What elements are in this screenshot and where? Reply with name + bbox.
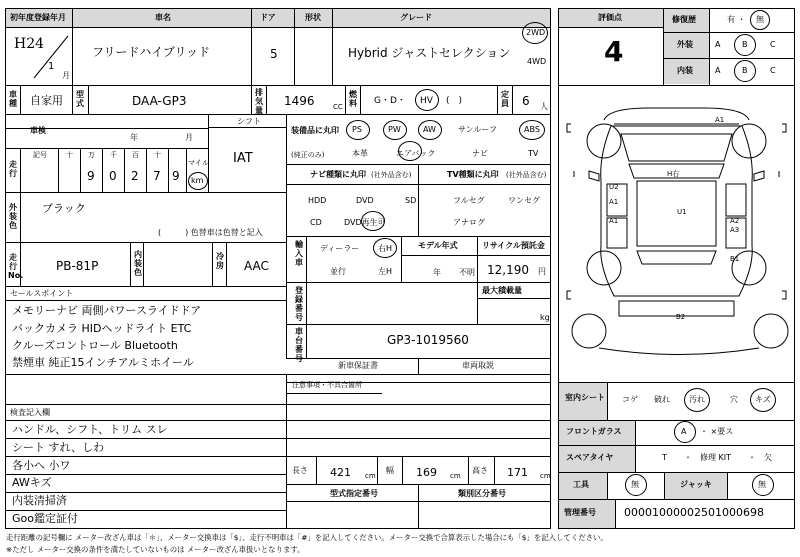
mileage-unit-0: 十 <box>66 151 73 159</box>
mileage-sub-label: 記号 <box>33 151 47 159</box>
max-load-unit: kg <box>540 313 550 322</box>
displacement-label: 排気量 <box>255 88 263 115</box>
color-note: ( ) 色替車は色替と記入 <box>158 228 263 237</box>
seat-label: 室内シート <box>565 393 605 402</box>
mileage-unit-2: 千 <box>110 151 117 159</box>
damage-label-a3: A3 <box>730 226 740 234</box>
length-label: 長さ <box>292 466 308 475</box>
mileage-digit-0: 9 <box>87 169 95 183</box>
shaken-year-unit: 年 <box>130 133 138 142</box>
spare-none: 欠 <box>764 453 772 462</box>
damage-label-u1: U1 <box>677 208 687 216</box>
mileage-km: km <box>191 176 204 185</box>
spare-kit: 修理 KIT <box>700 453 732 462</box>
sales-point-0: メモリーナビ 両側パワースライドドア <box>12 304 202 317</box>
footer-line-2: ※ただし メーター交換の条件を満たしていないものは メーター改ざん車扱いとなります。 <box>6 545 305 554</box>
first-reg-header: 初年度登録年月 <box>10 13 66 22</box>
width-unit: cm <box>450 472 461 480</box>
notes-header: 注意事項・不具合箇所 <box>292 381 362 389</box>
car-name-header: 車名 <box>155 13 171 22</box>
fuel-hv: HV <box>420 96 433 106</box>
damage-label-a2: A2 <box>730 217 740 225</box>
navi-sd: SD <box>405 196 417 205</box>
equip-navi: ナビ <box>472 149 488 158</box>
equipment-label: 装備品に丸印 <box>291 126 339 135</box>
inspection-note-1: シート すれ、しわ <box>12 441 105 454</box>
spare-t: T <box>662 453 667 462</box>
model-label: 型式 <box>76 90 84 108</box>
month-unit: 月 <box>62 71 70 80</box>
drive-2wd: 2WD <box>526 28 546 37</box>
seat-scorch: コゲ <box>622 395 638 404</box>
type-designation-header: 型式指定番号 <box>330 489 378 498</box>
mileage-digit-4: 9 <box>172 169 180 183</box>
grade-header: グレード <box>400 13 432 22</box>
inspection-note-2: 各小へ 小ワ <box>12 459 71 472</box>
seat-hole: 穴 <box>730 395 738 404</box>
damage-label-a1-front: A1 <box>715 116 725 124</box>
equip-sunroof: サンルーフ <box>458 125 497 134</box>
mileage-label: 走行 <box>9 160 17 178</box>
navi-cd: CD <box>310 218 322 227</box>
mileage-unit-1: 万 <box>88 151 95 159</box>
interior-a: A <box>715 66 721 75</box>
right-hand: 右H <box>378 244 393 253</box>
mileage-digit-1: 0 <box>109 169 117 183</box>
damage-label-a1-left-rear: A1 <box>609 217 619 225</box>
repair-none: 無 <box>756 15 764 24</box>
navi-dvd: DVD <box>356 196 374 205</box>
windshield-rest: ・ ×要ス <box>700 427 734 436</box>
equip-ps: PS <box>352 125 362 134</box>
recycle-value: 12,190 <box>487 263 529 277</box>
capacity-value: 6 <box>522 94 530 108</box>
manage-number: 00001000002501000698 <box>624 506 764 519</box>
inspection-note-0: ハンドル、シフト、トリム スレ <box>12 423 168 436</box>
equip-pw: PW <box>388 125 401 134</box>
manage-label: 管理番号 <box>564 508 596 517</box>
equip-abs: ABS <box>524 125 540 134</box>
length-unit: cm <box>365 472 376 480</box>
cc-unit: CC <box>333 103 343 111</box>
height-unit: cm <box>540 472 551 480</box>
category-number-header: 類別区分番号 <box>458 489 506 498</box>
left-hand: 左H <box>378 267 393 276</box>
shape-header: 形状 <box>305 13 321 22</box>
inspection-note-4: 内装清掃済 <box>12 494 67 507</box>
damage-label-b2: B2 <box>676 313 686 321</box>
tools-label: 工具 <box>573 480 589 489</box>
tv-oneseg: ワンセグ <box>508 196 540 205</box>
plate-label: 走行No. <box>8 253 24 280</box>
exterior-a: A <box>715 40 721 49</box>
reg-label: 登録番号 <box>295 286 303 322</box>
car-name: フリードハイブリッド <box>92 45 210 59</box>
spare-dot-1: ・ <box>684 453 692 462</box>
mileage-unit-4: 十 <box>154 151 161 159</box>
warranty: 新車保証書 <box>338 361 378 370</box>
drive-4wd: 4WD <box>527 57 547 66</box>
aircon-value: AAC <box>244 259 269 273</box>
inspection-header: 検査記入欄 <box>10 408 50 417</box>
seat-stain: 汚れ <box>689 395 705 404</box>
manual: 車両取説 <box>462 361 494 370</box>
recycle-unit: 円 <box>538 267 546 276</box>
navi-hdd: HDD <box>308 196 327 205</box>
jack-value: 無 <box>758 480 766 489</box>
color-label: 外装色 <box>9 203 17 230</box>
front-right-wheel <box>732 124 766 158</box>
tv-header: TV種類に丸印 <box>447 170 499 179</box>
navi-sub: (社外品含む) <box>371 171 412 179</box>
shift-header: シフト <box>237 117 261 126</box>
score-header: 評価点 <box>598 13 622 22</box>
import-dealer: ディーラー <box>320 244 360 253</box>
front-left-wheel <box>587 124 621 158</box>
width-value: 169 <box>416 466 437 479</box>
shift-value: IAT <box>233 151 253 166</box>
height-label: 高さ <box>472 466 488 475</box>
frame-value: GP3-1019560 <box>387 333 469 347</box>
color-value: ブラック <box>42 202 86 215</box>
model-year-header: モデル年式 <box>418 241 458 250</box>
spare-left-wheel <box>572 314 606 348</box>
score-value: 4 <box>604 35 624 68</box>
exterior-c: C <box>770 40 776 49</box>
spare-dot-2: ・ <box>748 453 756 462</box>
seat-tear: 破れ <box>654 395 670 404</box>
spare-right-wheel <box>754 314 788 348</box>
plate-value: PB-81P <box>56 259 99 273</box>
model-year-unknown: 不明 <box>459 268 475 277</box>
seat-scratch: キズ <box>755 395 771 404</box>
first-reg-month: 1 <box>48 61 55 72</box>
sales-point-2: クルーズコントロール Bluetooth <box>12 339 178 352</box>
equip-tv: TV <box>528 149 539 158</box>
navi-dvd-play: DVD再生可 <box>344 218 386 227</box>
tools-value: 無 <box>631 480 639 489</box>
mileage-digit-3: 7 <box>153 169 161 183</box>
fuel-paren: ( ) <box>446 96 463 106</box>
exterior-label: 外装 <box>677 40 693 49</box>
jack-label: ジャッキ <box>680 480 712 489</box>
equip-leather: 本革 <box>352 149 368 158</box>
sales-point-3: 禁煙車 純正15インチアルミホイール <box>12 356 194 369</box>
inspection-note-3: AWキズ <box>12 476 52 489</box>
damage-label-h-right: H右 <box>667 170 680 178</box>
windshield-label: フロントガラス <box>566 427 622 436</box>
equipment-sub: (純正のみ) <box>291 151 325 159</box>
interior-b: B <box>742 66 748 75</box>
footer-line-1: 走行距離の記号欄に メーター改ざん車は「＊」、メーター交換車は「$」、走行不明車は「#」を記入してください。メーター交換で合算表示した場合にも「$」を記入してください。 <box>6 533 608 542</box>
sales-point-1: バックカメラ HIDヘッドライト ETC <box>12 322 192 335</box>
spare-label: スペアタイヤ <box>566 453 614 462</box>
capacity-unit: 人 <box>540 102 548 111</box>
tv-analog: アナログ <box>453 218 485 227</box>
exterior-b: B <box>742 40 748 49</box>
capacity-label: 定員 <box>501 90 509 108</box>
shaken-label: 車検 <box>30 126 46 135</box>
frame-label: 車台番号 <box>295 327 303 363</box>
car-damage-diagram <box>559 86 794 376</box>
first-reg-era: H24 <box>14 36 45 52</box>
model-year-year: 年 <box>433 268 441 277</box>
max-load-header: 最大積載量 <box>482 286 522 295</box>
length-value: 421 <box>330 466 351 479</box>
tv-fullseg: フルセグ <box>453 196 485 205</box>
fuel-options: G・D・ <box>374 96 406 106</box>
mileage-unit-5: マイル <box>188 159 209 167</box>
fuel-label: 燃料 <box>349 90 357 108</box>
grade-value: Hybrid ジャストセレクション <box>348 46 511 60</box>
navi-header: ナビ種類に丸印 <box>310 170 366 179</box>
height-value: 171 <box>507 466 528 479</box>
sales-point-header: セールスポイント <box>10 289 74 298</box>
shaken-month-unit: 月 <box>185 133 193 142</box>
displacement-value: 1496 <box>284 94 315 108</box>
import-label: 輸入車 <box>295 240 303 267</box>
recycle-header: リサイクル預託金 <box>482 241 545 250</box>
interior-c: C <box>770 66 776 75</box>
windshield-a: A <box>681 427 687 436</box>
damage-label-u2: U2 <box>609 183 619 191</box>
inspection-note-5: Goo鑑定証付 <box>12 512 78 525</box>
repair-label: 修復歴 <box>672 15 696 24</box>
repair-options: 有 ・ <box>727 15 746 24</box>
door-header: ドア <box>260 13 276 22</box>
interior-color-label: 内装色 <box>134 250 142 277</box>
usage-value: 自家用 <box>30 94 63 107</box>
model-value: DAA-GP3 <box>132 94 187 108</box>
damage-label-a1-left-front: A1 <box>609 198 619 206</box>
equip-airbag: エアバック <box>396 149 436 158</box>
equip-aw: AW <box>423 125 436 134</box>
rear-left-wheel <box>587 251 621 285</box>
width-label: 幅 <box>386 466 394 475</box>
interior-label: 内装 <box>677 66 693 75</box>
damage-label-b1: B1 <box>730 255 740 263</box>
tv-sub: (社外品含む) <box>506 171 547 179</box>
mileage-digit-2: 2 <box>131 169 139 183</box>
aircon-label: 冷房 <box>216 252 224 270</box>
import-parallel: 並行 <box>330 267 346 276</box>
mileage-unit-3: 百 <box>132 151 139 159</box>
usage-label: 車種 <box>9 90 17 108</box>
door-count: 5 <box>270 47 278 61</box>
